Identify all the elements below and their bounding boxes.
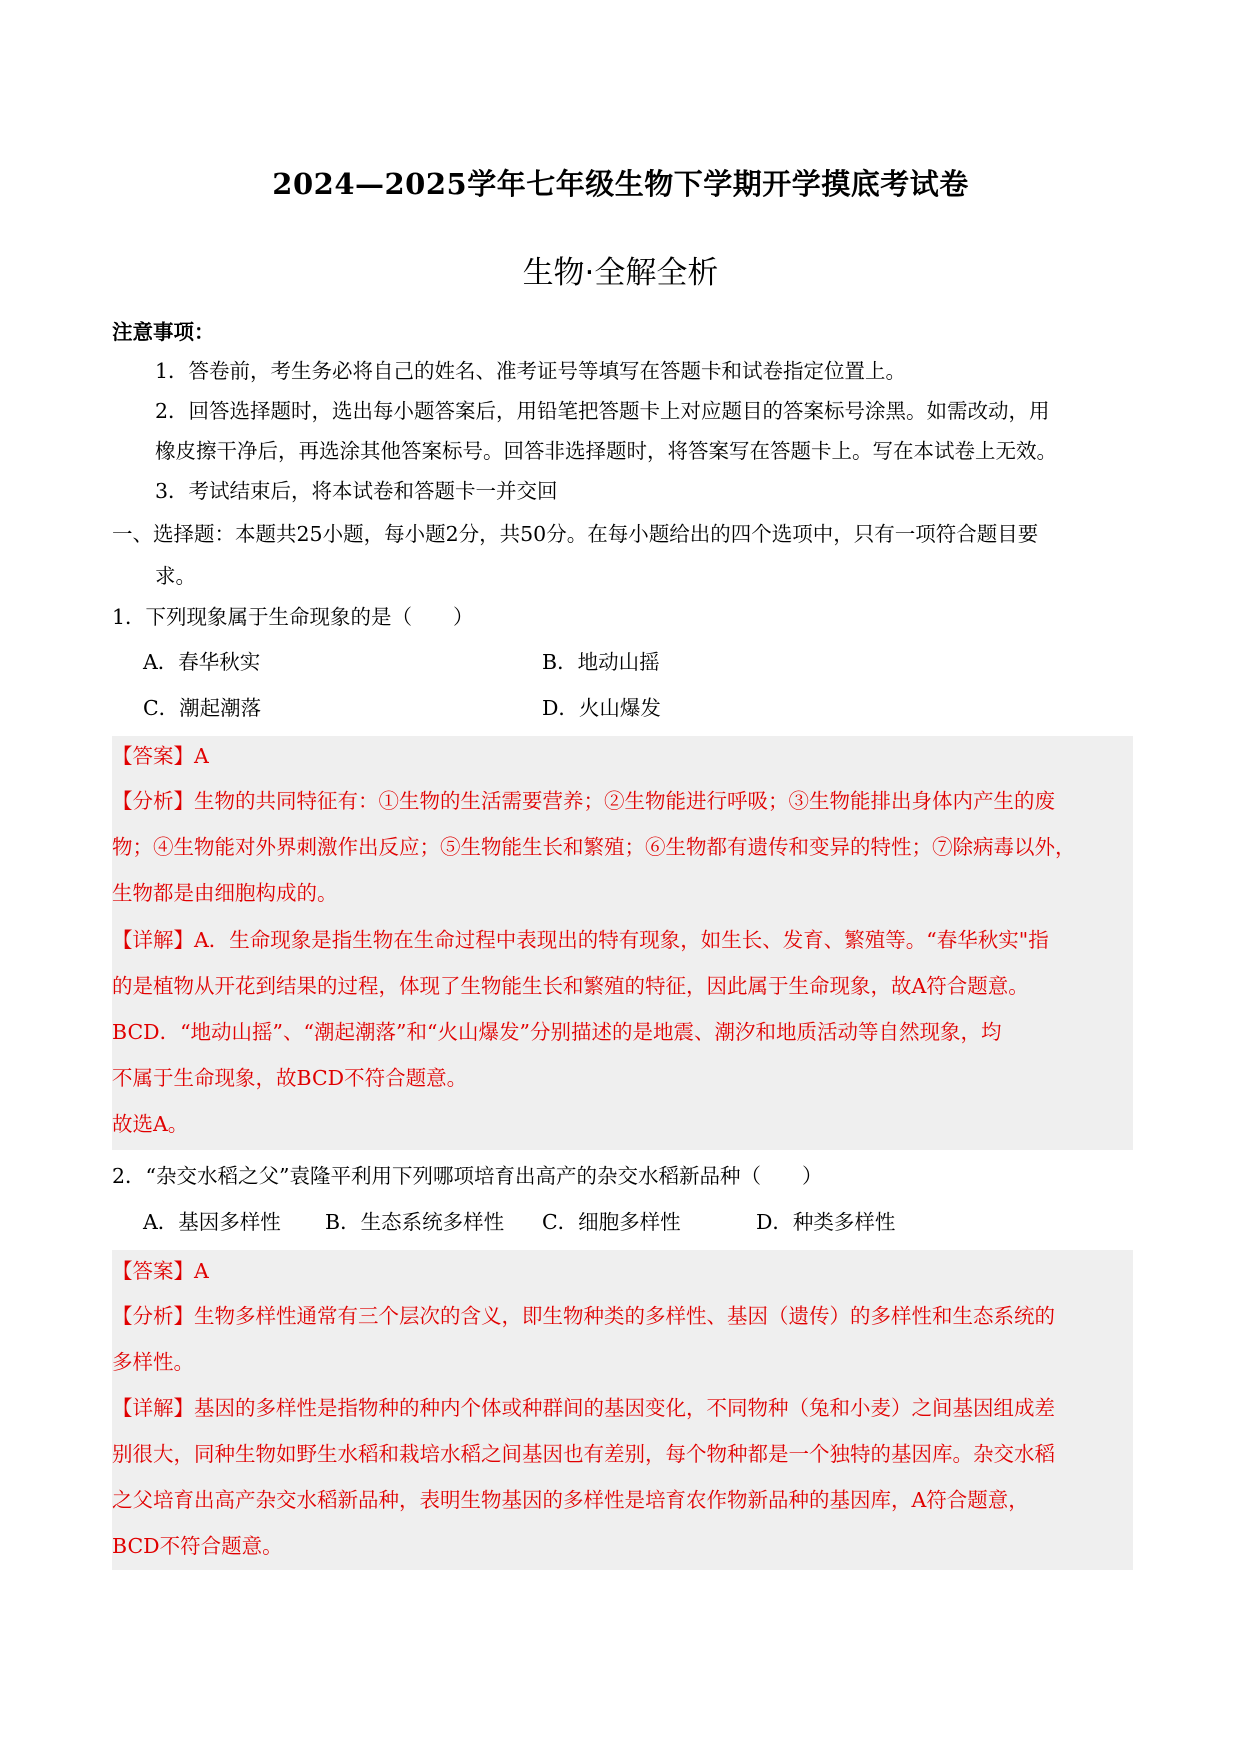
- note-item: 3．考试结束后，将本试卷和答题卡一并交回: [155, 479, 558, 503]
- note-item: 橡皮擦干净后，再选涂其他答案标号。回答非选择题时，将答案写在答题卡上。写在本试卷上无效。: [155, 439, 1057, 463]
- page-subtitle: 生物·全解全析: [522, 255, 719, 291]
- question-2-stem: 2．“杂交水稻之父”袁隆平利用下列哪项培育出高产的杂交水稻新品种（ ）: [112, 1164, 823, 1188]
- q2-detail-line: 之父培育出高产杂交水稻新品种，表明生物基因的多样性是培育农作物新品种的基因库，A符合题意，: [112, 1488, 1029, 1512]
- q1-option-b: B．地动山摇: [542, 650, 660, 674]
- q1-detail-line: BCD．“地动山摇”、“潮起潮落”和“火山爆发”分别描述的是地震、潮汐和地质活动等自然现象，均: [112, 1020, 1002, 1044]
- question-1-stem: 1．下列现象属于生命现象的是（ ）: [112, 605, 474, 629]
- q1-option-a: A．春华秋实: [143, 650, 261, 674]
- q1-detail-line: 【详解】A．生命现象是指生物在生命过程中表现出的特有现象，如生长、发育、繁殖等。“春华秋实"指: [112, 928, 1049, 952]
- q1-answer: 【答案】A: [112, 744, 209, 768]
- q1-analysis-line: 生物都是由细胞构成的。: [112, 881, 338, 905]
- q2-detail-line: 别很大，同种生物如野生水稻和栽培水稻之间基因也有差别，每个物种都是一个独特的基因库。杂交水稻: [112, 1442, 1055, 1466]
- note-item: 1．答卷前，考生务必将自己的姓名、准考证号等填写在答题卡和试卷指定位置上。: [155, 359, 907, 383]
- q2-detail-line: BCD不符合题意。: [112, 1534, 283, 1558]
- q2-answer: 【答案】A: [112, 1259, 209, 1283]
- q2-analysis-line: 【分析】生物多样性通常有三个层次的含义，即生物种类的多样性、基因（遗传）的多样性和生态系统的: [112, 1304, 1055, 1328]
- q1-option-d: D．火山爆发: [542, 696, 661, 720]
- q2-option-d: D．种类多样性: [756, 1210, 896, 1234]
- q1-detail-line: 不属于生命现象，故BCD不符合题意。: [112, 1066, 468, 1090]
- section-heading-cont: 求。: [155, 564, 196, 588]
- q2-option-a: A．基因多样性: [143, 1210, 281, 1234]
- q1-analysis-line: 【分析】生物的共同特征有：①生物的生活需要营养；②生物能进行呼吸；③生物能排出身体内产生的废: [112, 789, 1055, 813]
- q1-detail-line: 故选A。: [112, 1112, 189, 1136]
- q2-analysis-line: 多样性。: [112, 1350, 194, 1374]
- q1-detail-line: 的是植物从开花到结果的过程，体现了生物能生长和繁殖的特征，因此属于生命现象，故A符合题意。: [112, 974, 1029, 998]
- page-title: 2024—2025学年七年级生物下学期开学摸底考试卷: [272, 167, 969, 201]
- q2-detail-line: 【详解】基因的多样性是指物种的种内个体或种群间的基因变化，不同物种（兔和小麦）之间基因组成差: [112, 1396, 1055, 1420]
- notes-heading: 注意事项：: [112, 320, 215, 344]
- q1-option-c: C．潮起潮落: [143, 696, 262, 720]
- q1-analysis-line: 物；④生物能对外界刺激作出反应；⑤生物能生长和繁殖；⑥生物都有遗传和变异的特性；⑦除病毒以外，: [112, 835, 1076, 859]
- q2-option-c: C．细胞多样性: [542, 1210, 681, 1234]
- section-heading: 一、选择题：本题共25小题，每小题2分，共50分。在每小题给出的四个选项中，只有一项符合题目要: [112, 522, 1039, 546]
- q2-option-b: B．生态系统多样性: [325, 1210, 505, 1234]
- note-item: 2．回答选择题时，选出每小题答案后，用铅笔把答题卡上对应题目的答案标号涂黑。如需改动，用: [155, 399, 1050, 423]
